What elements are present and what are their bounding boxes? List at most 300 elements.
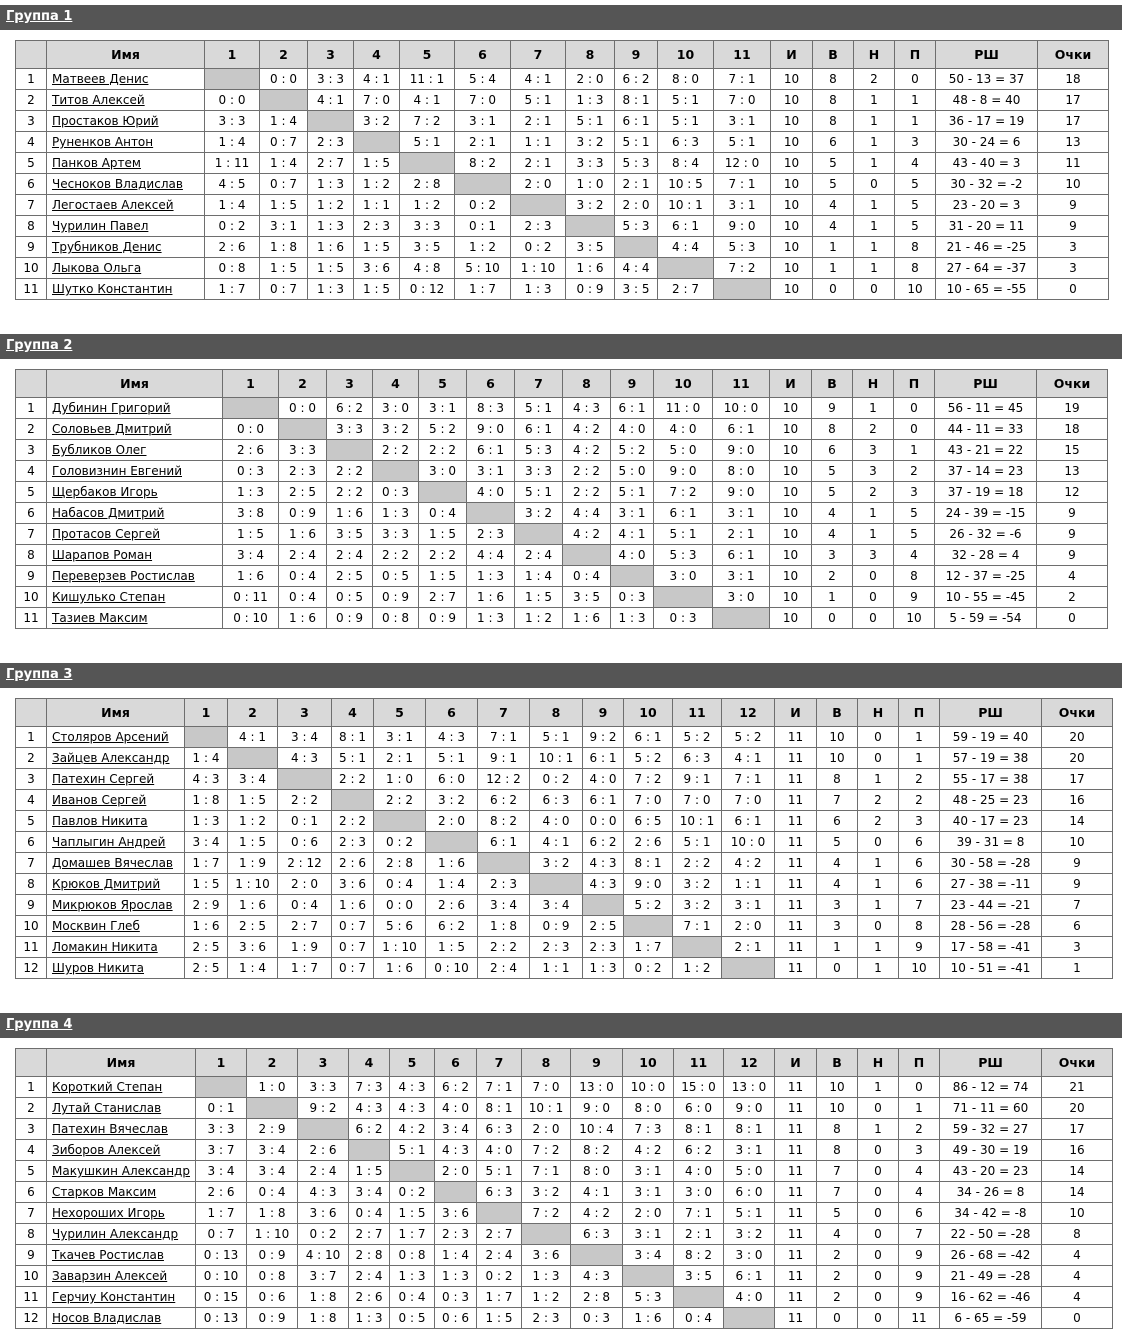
games-played: 11 (775, 1224, 817, 1245)
match-score: 5 : 3 (515, 440, 563, 461)
player-name-link[interactable]: Простаков Юрий (52, 114, 159, 128)
match-score: 0 : 6 (435, 1308, 477, 1329)
wins: 8 (812, 419, 853, 440)
match-score: 3 : 4 (228, 769, 278, 790)
header-opponent-1: 1 (223, 370, 279, 398)
match-score: 0 : 9 (530, 916, 583, 937)
games-played: 10 (770, 461, 812, 482)
diagonal-cell (247, 1098, 298, 1119)
games-played: 11 (775, 790, 817, 811)
match-score: 3 : 3 (205, 111, 260, 132)
match-score: 1 : 5 (260, 258, 308, 279)
match-score: 7 : 2 (654, 482, 713, 503)
player-name-link[interactable]: Лутай Станислав (52, 1101, 162, 1115)
match-score: 2 : 3 (583, 937, 624, 958)
wins: 1 (812, 587, 853, 608)
standings-table (15, 40, 1109, 300)
losses: 3 (895, 132, 936, 153)
points: 17 (1042, 769, 1113, 790)
match-score: 5 : 2 (419, 419, 467, 440)
player-name-link[interactable]: Иванов Сергей (52, 793, 147, 807)
player-name-link[interactable]: Соловьев Дмитрий (52, 422, 172, 436)
match-score: 10 : 1 (658, 195, 714, 216)
match-score: 0 : 7 (332, 937, 374, 958)
match-score: 1 : 7 (390, 1224, 435, 1245)
points: 14 (1042, 1161, 1113, 1182)
player-rank: 3 (16, 1119, 47, 1140)
match-score: 0 : 2 (455, 195, 511, 216)
player-name-cell (47, 916, 185, 937)
standings-table (15, 369, 1108, 629)
player-rank: 10 (16, 916, 47, 937)
match-score: 3 : 4 (623, 1245, 674, 1266)
match-score: 1 : 3 (566, 90, 615, 111)
losses: 0 (894, 398, 935, 419)
player-name-link[interactable]: Носов Владислав (52, 1311, 162, 1325)
goal-difference: 10 - 65 = -55 (936, 279, 1038, 300)
match-score: 1 : 0 (374, 769, 426, 790)
losses: 9 (899, 1287, 940, 1308)
player-rank: 1 (16, 69, 47, 90)
match-score: 6 : 1 (515, 419, 563, 440)
match-score: 1 : 7 (205, 279, 260, 300)
match-score: 0 : 4 (279, 587, 327, 608)
player-name-link[interactable]: Набасов Дмитрий (52, 506, 165, 520)
player-name-link[interactable]: Лыкова Ольга (52, 261, 142, 275)
match-score: 2 : 2 (563, 461, 611, 482)
player-name-cell (47, 1077, 196, 1098)
player-name-link[interactable]: Патехин Вячеслав (52, 1122, 168, 1136)
match-score: 0 : 4 (349, 1203, 390, 1224)
match-score: 1 : 2 (455, 237, 511, 258)
goal-difference: 17 - 58 = -41 (940, 937, 1042, 958)
match-score: 1 : 0 (566, 174, 615, 195)
draws: 1 (854, 153, 895, 174)
match-score: 2 : 0 (522, 1119, 571, 1140)
player-name-cell (47, 748, 185, 769)
header-opponent-11: 11 (673, 699, 722, 727)
player-name-link[interactable]: Крюков Дмитрий (52, 877, 161, 891)
draws: 1 (853, 524, 894, 545)
player-name-link[interactable]: Ткачев Ростислав (52, 1248, 164, 1262)
losses: 1 (895, 111, 936, 132)
match-score: 2 : 1 (511, 153, 566, 174)
player-name-cell (47, 419, 223, 440)
table-row (16, 790, 1113, 811)
player-name-link[interactable]: Трубников Денис (52, 240, 162, 254)
header-opponent-10: 10 (658, 41, 714, 69)
match-score: 5 : 3 (615, 216, 658, 237)
match-score: 0 : 10 (426, 958, 478, 979)
losses: 5 (894, 524, 935, 545)
player-name-link[interactable]: Чурилин Александр (52, 1227, 179, 1241)
losses: 10 (899, 958, 940, 979)
draws: 0 (858, 1224, 899, 1245)
player-name-link[interactable]: Чаплыгин Андрей (52, 835, 166, 849)
match-score: 6 : 1 (478, 832, 530, 853)
losses: 10 (894, 608, 935, 629)
match-score: 0 : 7 (332, 958, 374, 979)
goal-difference: 30 - 58 = -28 (940, 853, 1042, 874)
group-header-bar (0, 5, 1122, 30)
match-score: 2 : 5 (185, 937, 228, 958)
player-name-link[interactable]: Шутко Константин (52, 282, 173, 296)
player-name-link[interactable]: Заварзин Алексей (52, 1269, 168, 1283)
player-name-link[interactable]: Матвеев Денис (52, 72, 149, 86)
losses: 1 (899, 727, 940, 748)
match-score: 1 : 2 (515, 608, 563, 629)
match-score: 4 : 0 (724, 1287, 775, 1308)
wins: 5 (817, 832, 858, 853)
table-row (16, 1203, 1113, 1224)
player-name-link[interactable]: Дубинин Григорий (52, 401, 171, 415)
diagonal-cell (308, 111, 354, 132)
match-score: 1 : 7 (196, 1203, 247, 1224)
wins: 6 (812, 440, 853, 461)
match-score: 7 : 2 (400, 111, 455, 132)
match-score: 0 : 11 (223, 587, 279, 608)
player-name-link[interactable]: Протасов Сергей (52, 527, 161, 541)
table-row (16, 398, 1108, 419)
diagonal-cell (714, 279, 771, 300)
match-score: 2 : 5 (228, 916, 278, 937)
player-name-link[interactable]: Столяров Арсений (52, 730, 169, 744)
match-score: 1 : 3 (522, 1266, 571, 1287)
player-name-cell (47, 1098, 196, 1119)
match-score: 4 : 0 (583, 769, 624, 790)
match-score: 0 : 15 (196, 1287, 247, 1308)
match-score: 2 : 6 (624, 832, 673, 853)
match-score: 2 : 0 (615, 195, 658, 216)
match-score: 2 : 6 (332, 853, 374, 874)
match-score: 8 : 2 (674, 1245, 724, 1266)
match-score: 5 : 1 (658, 111, 714, 132)
match-score: 6 : 1 (467, 440, 515, 461)
match-score: 1 : 3 (435, 1266, 477, 1287)
match-score: 8 : 0 (658, 69, 714, 90)
match-score: 2 : 4 (327, 545, 373, 566)
diagonal-cell (566, 216, 615, 237)
diagonal-cell (530, 874, 583, 895)
diagonal-cell (196, 1077, 247, 1098)
match-score: 0 : 2 (374, 832, 426, 853)
draws: 2 (853, 419, 894, 440)
player-name-link[interactable]: Чесноков Владислав (52, 177, 183, 191)
player-name-cell (47, 482, 223, 503)
match-score: 3 : 2 (566, 195, 615, 216)
match-score: 0 : 2 (477, 1266, 522, 1287)
match-score: 10 : 1 (530, 748, 583, 769)
draws: 0 (858, 1308, 899, 1329)
player-name-cell (47, 1161, 196, 1182)
player-name-link[interactable]: Зиборов Алексей (52, 1143, 161, 1157)
losses: 6 (899, 1203, 940, 1224)
match-score: 3 : 5 (615, 279, 658, 300)
player-rank: 3 (16, 111, 47, 132)
match-score: 4 : 1 (722, 748, 775, 769)
player-rank: 12 (16, 1308, 47, 1329)
group-title-link[interactable]: Группа 1 (6, 9, 73, 24)
player-name-cell (47, 769, 185, 790)
match-score: 6 : 0 (426, 769, 478, 790)
match-score: 4 : 2 (722, 853, 775, 874)
draws: 0 (853, 608, 894, 629)
games-played: 10 (771, 90, 813, 111)
player-name-link[interactable]: Щербаков Игорь (52, 485, 158, 499)
match-score: 5 : 1 (724, 1203, 775, 1224)
diagonal-cell (658, 258, 714, 279)
match-score: 3 : 1 (260, 216, 308, 237)
table-row (16, 769, 1113, 790)
match-score: 1 : 8 (247, 1203, 298, 1224)
diagonal-cell (624, 916, 673, 937)
points: 18 (1037, 419, 1108, 440)
player-rank: 7 (16, 524, 47, 545)
player-name-cell (47, 524, 223, 545)
player-name-link[interactable]: Переверзев Ростислав (52, 569, 195, 583)
header-opponent-4: 4 (354, 41, 400, 69)
games-played: 10 (770, 503, 812, 524)
player-rank: 12 (16, 958, 47, 979)
player-name-link[interactable]: Герчиу Константин (52, 1290, 176, 1304)
draws: 0 (854, 174, 895, 195)
match-score: 8 : 0 (571, 1161, 623, 1182)
group-title-link[interactable]: Группа 2 (6, 338, 73, 353)
player-name-cell (47, 1140, 196, 1161)
header-goals: РШ (940, 699, 1042, 727)
match-score: 1 : 7 (185, 853, 228, 874)
points: 0 (1038, 279, 1109, 300)
player-name-link[interactable]: Старков Максим (52, 1185, 157, 1199)
match-score: 2 : 3 (435, 1224, 477, 1245)
player-name-cell (47, 461, 223, 482)
player-name-link[interactable]: Головизнин Евгений (52, 464, 183, 478)
match-score: 0 : 4 (278, 895, 332, 916)
group-title-link[interactable]: Группа 4 (6, 1017, 73, 1032)
player-rank: 11 (16, 279, 47, 300)
player-name-link[interactable]: Панков Артем (52, 156, 141, 170)
match-score: 1 : 6 (566, 258, 615, 279)
player-name-cell (47, 216, 205, 237)
table-row (16, 958, 1113, 979)
match-score: 5 : 1 (426, 748, 478, 769)
points: 4 (1037, 566, 1108, 587)
match-score: 7 : 3 (349, 1077, 390, 1098)
match-score: 5 : 3 (615, 153, 658, 174)
player-name-link[interactable]: Титов Алексей (52, 93, 145, 107)
match-score: 4 : 5 (205, 174, 260, 195)
match-score: 4 : 1 (611, 524, 654, 545)
match-score: 3 : 2 (354, 111, 400, 132)
match-score: 10 : 1 (673, 811, 722, 832)
wins: 5 (812, 461, 853, 482)
match-score: 1 : 1 (511, 132, 566, 153)
match-score: 0 : 3 (571, 1308, 623, 1329)
match-score: 5 : 4 (455, 69, 511, 90)
match-score: 2 : 5 (583, 916, 624, 937)
points: 15 (1037, 440, 1108, 461)
player-name-link[interactable]: Домашев Вячеслав (52, 856, 173, 870)
match-score: 3 : 3 (400, 216, 455, 237)
player-name-link[interactable]: Короткий Степан (52, 1080, 163, 1094)
player-name-link[interactable]: Микрюков Ярослав (52, 898, 173, 912)
match-score: 0 : 0 (205, 90, 260, 111)
player-name-link[interactable]: Чурилин Павел (52, 219, 149, 233)
match-score: 1 : 2 (673, 958, 722, 979)
match-score: 0 : 8 (373, 608, 419, 629)
header-games: И (775, 699, 817, 727)
match-score: 1 : 3 (467, 566, 515, 587)
match-score: 0 : 1 (196, 1098, 247, 1119)
match-score: 2 : 6 (298, 1140, 349, 1161)
match-score: 3 : 4 (530, 895, 583, 916)
losses: 0 (899, 1077, 940, 1098)
diagonal-cell (571, 1245, 623, 1266)
player-name-link[interactable]: Бубликов Олег (52, 443, 147, 457)
match-score: 3 : 0 (419, 461, 467, 482)
header-opponent-9: 9 (583, 699, 624, 727)
player-name-link[interactable]: Тазиев Максим (52, 611, 148, 625)
match-score: 15 : 0 (674, 1077, 724, 1098)
points: 19 (1037, 398, 1108, 419)
points: 14 (1042, 811, 1113, 832)
match-score: 1 : 8 (185, 790, 228, 811)
wins: 6 (817, 811, 858, 832)
table-header-row (16, 370, 1108, 398)
games-played: 11 (775, 1077, 817, 1098)
goal-difference: 37 - 14 = 23 (935, 461, 1037, 482)
points: 1 (1042, 958, 1113, 979)
header-draws: Н (853, 370, 894, 398)
match-score: 4 : 1 (571, 1182, 623, 1203)
player-name-link[interactable]: Шуров Никита (52, 961, 144, 975)
match-score: 6 : 2 (349, 1119, 390, 1140)
draws: 1 (858, 769, 899, 790)
table-row (16, 461, 1108, 482)
player-rank: 2 (16, 1098, 47, 1119)
match-score: 0 : 2 (511, 237, 566, 258)
match-score: 6 : 3 (571, 1224, 623, 1245)
header-opponent-1: 1 (196, 1049, 247, 1077)
player-name-link[interactable]: Ломакин Никита (52, 940, 158, 954)
header-number (16, 1049, 47, 1077)
match-score: 3 : 6 (332, 874, 374, 895)
points: 4 (1042, 1245, 1113, 1266)
match-score: 3 : 4 (247, 1161, 298, 1182)
losses: 3 (899, 811, 940, 832)
points: 13 (1037, 461, 1108, 482)
match-score: 4 : 1 (511, 69, 566, 90)
match-score: 3 : 2 (566, 132, 615, 153)
table-row (16, 748, 1113, 769)
header-draws: Н (858, 1049, 899, 1077)
match-score: 1 : 5 (354, 237, 400, 258)
wins: 0 (813, 279, 854, 300)
player-rank: 9 (16, 566, 47, 587)
goal-difference: 32 - 28 = 4 (935, 545, 1037, 566)
match-score: 2 : 0 (511, 174, 566, 195)
player-name-link[interactable]: Патехин Сергей (52, 772, 155, 786)
player-name-link[interactable]: Шарапов Роман (52, 548, 153, 562)
losses: 3 (894, 482, 935, 503)
header-name: Имя (47, 41, 205, 69)
player-name-link[interactable]: Макушкин Александр (52, 1164, 190, 1178)
goal-difference: 44 - 11 = 33 (935, 419, 1037, 440)
header-games: И (775, 1049, 817, 1077)
match-score: 0 : 6 (278, 832, 332, 853)
points: 8 (1042, 1224, 1113, 1245)
draws: 3 (853, 440, 894, 461)
match-score: 4 : 2 (563, 419, 611, 440)
goal-difference: 28 - 56 = -28 (940, 916, 1042, 937)
match-score: 2 : 2 (374, 790, 426, 811)
match-score: 2 : 8 (374, 853, 426, 874)
player-name-link[interactable]: Руненков Антон (52, 135, 154, 149)
goal-difference: 24 - 39 = -15 (935, 503, 1037, 524)
diagonal-cell (374, 811, 426, 832)
match-score: 7 : 1 (722, 769, 775, 790)
player-name-cell (47, 811, 185, 832)
player-name-link[interactable]: Павлов Никита (52, 814, 148, 828)
match-score: 0 : 9 (279, 503, 327, 524)
header-opponent-7: 7 (477, 1049, 522, 1077)
draws: 0 (858, 832, 899, 853)
match-score: 1 : 5 (223, 524, 279, 545)
table-row (16, 90, 1109, 111)
losses: 2 (899, 790, 940, 811)
match-score: 4 : 0 (435, 1098, 477, 1119)
draws: 0 (858, 1245, 899, 1266)
player-rank: 10 (16, 258, 47, 279)
header-opponent-2: 2 (260, 41, 308, 69)
player-name-link[interactable]: Легостаев Алексей (52, 198, 174, 212)
header-opponent-5: 5 (374, 699, 426, 727)
games-played: 10 (770, 524, 812, 545)
table-row (16, 258, 1109, 279)
match-score: 11 : 1 (400, 69, 455, 90)
match-score: 4 : 3 (390, 1098, 435, 1119)
player-rank: 1 (16, 398, 47, 419)
match-score: 7 : 1 (714, 174, 771, 195)
match-score: 2 : 2 (419, 545, 467, 566)
match-score: 0 : 2 (298, 1224, 349, 1245)
player-name-link[interactable]: Нехороших Игорь (52, 1206, 165, 1220)
match-score: 1 : 5 (228, 832, 278, 853)
match-score: 1 : 6 (223, 566, 279, 587)
match-score: 2 : 2 (332, 769, 374, 790)
match-score: 0 : 4 (247, 1182, 298, 1203)
losses: 9 (899, 1245, 940, 1266)
match-score: 3 : 3 (515, 461, 563, 482)
wins: 4 (812, 524, 853, 545)
losses: 5 (895, 195, 936, 216)
match-score: 4 : 0 (477, 1140, 522, 1161)
match-score: 0 : 2 (390, 1182, 435, 1203)
header-opponent-3: 3 (298, 1049, 349, 1077)
points: 16 (1042, 1140, 1113, 1161)
match-score: 1 : 6 (308, 237, 354, 258)
player-name-link[interactable]: Москвин Глеб (52, 919, 140, 933)
group-title-link[interactable]: Группа 3 (6, 667, 73, 682)
match-score: 8 : 2 (478, 811, 530, 832)
player-name-link[interactable]: Кишулько Степан (52, 590, 166, 604)
match-score: 0 : 6 (247, 1287, 298, 1308)
player-name-link[interactable]: Зайцев Александр (52, 751, 170, 765)
match-score: 3 : 3 (308, 69, 354, 90)
wins: 0 (817, 1308, 858, 1329)
goal-difference: 26 - 68 = -42 (940, 1245, 1042, 1266)
match-score: 6 : 1 (654, 503, 713, 524)
